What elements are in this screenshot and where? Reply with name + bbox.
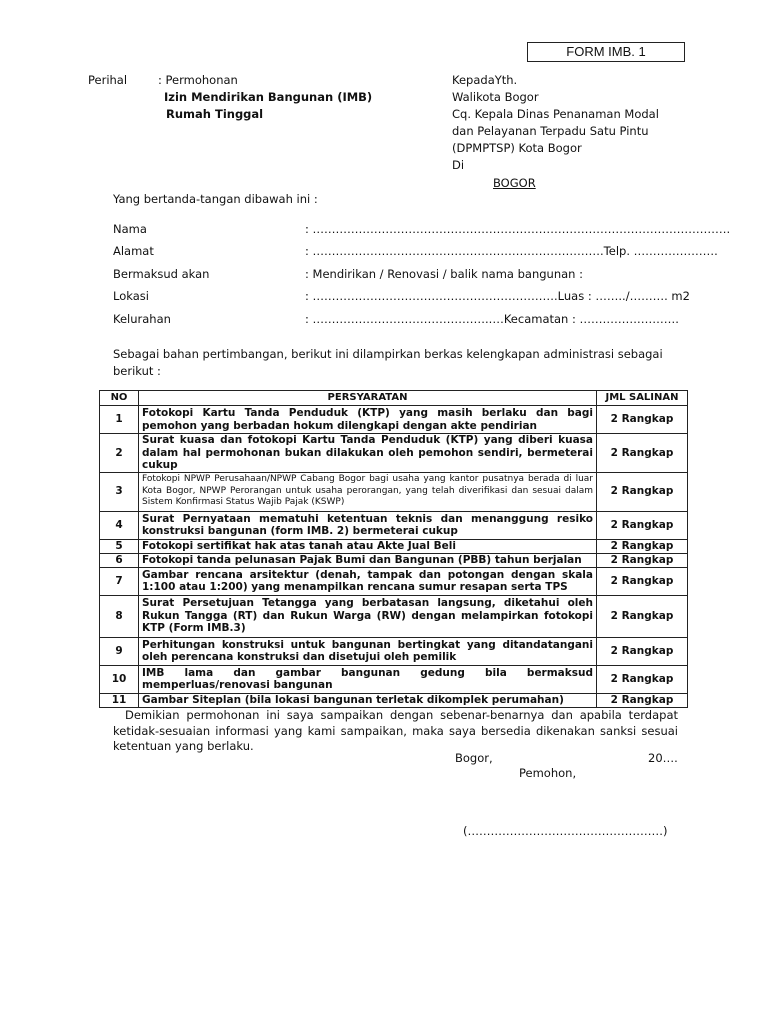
row-number: 3 [100,472,139,511]
row-number: 7 [100,567,139,595]
recipient-line-5: (DPMPTSP) Kota Bogor [452,141,582,155]
table-row [100,693,688,707]
table-row [100,511,688,539]
row-copies: 2 Rangkap [597,511,688,539]
row-requirement: IMB lama dan gambar bangunan gedung bila bermaksud memperluas/renovasi bangunan [139,665,597,693]
signature-name-line: (……………………………………………) [463,824,668,838]
row-copies: 2 Rangkap [597,553,688,567]
table-row [100,665,688,693]
header-copies: JML SALINAN [597,391,688,406]
closing-statement: Demikian permohonan ini saya sampaikan dengan sebenar-benarnya dan apabila terdapat ketidak-sesuaian informasi yang kami sampaikan, maka saya bersedia dikenakan sanksi sesuai ketentuan yang berlaku. [113,708,678,753]
row-requirement: Fotokopi sertifikat hak atas tanah atau Akte Jual Beli [139,539,597,553]
signature-place: Bogor, [455,751,493,765]
row-requirement: Surat Persetujuan Tetangga yang berbatasan langsung, diketahui oleh Rukun Tangga (RT) dan Rukun Warga (RW) dengan melampirkan fotokopi KTP (Form IMB.3) [139,595,597,637]
table-row [100,539,688,553]
table-row [100,434,688,473]
table-row [100,595,688,637]
row-copies: 2 Rangkap [597,539,688,553]
row-requirement: Gambar rencana arsitektur (denah, tampak dan potongan dengan skala 1:100 atau 1:200) yang menampilkan rencana sumur resapan serta TPS [139,567,597,595]
row-requirement: Surat Pernyataan mematuhi ketentuan teknis dan menanggung resiko konstruksi bangunan (form IMB. 2) bermeterai cukup [139,511,597,539]
subject-label: Perihal [88,73,128,87]
row-requirement: Surat kuasa dan fotokopi Kartu Tanda Penduduk (KTP) yang diberi kuasa dalam hal permohonan bukan dilakukan oleh pemohon sendiri, bermeterai cukup [139,434,597,473]
row-requirement: Fotokopi tanda pelunasan Pajak Bumi dan Bangunan (PBB) tahun berjalan [139,553,597,567]
table-row [100,472,688,511]
subject-line-3: Rumah Tinggal [166,107,264,121]
row-number: 2 [100,434,139,473]
field-label: Lokasi [113,289,149,303]
row-copies: 2 Rangkap [597,406,688,434]
table-row [100,553,688,567]
field-value: : ……………………………………………………….Luas : ……../………. m2 [305,289,690,303]
attachment-intro: Sebagai bahan pertimbangan, berikut ini dilampirkan berkas kelengkapan administrasi sebagai berikut : [113,347,663,378]
row-number: 9 [100,637,139,665]
recipient-line-1: KepadaYth. [452,73,518,87]
row-number: 6 [100,553,139,567]
table-row [100,567,688,595]
signature-year: 20…. [648,751,678,765]
table-row [100,406,688,434]
table-header-row [100,391,688,406]
recipient-line-6: Di [452,158,465,172]
row-number: 8 [100,595,139,637]
header-requirement: PERSYARATAN [139,391,597,406]
recipient-city: BOGOR [493,176,536,190]
field-value: : Mendirikan / Renovasi / balik nama bangunan : [305,267,583,281]
row-number: 11 [100,693,139,707]
field-label: Kelurahan [113,312,171,326]
row-copies: 2 Rangkap [597,472,688,511]
row-number: 4 [100,511,139,539]
row-number: 5 [100,539,139,553]
form-code-box: FORM IMB. 1 [527,42,685,62]
row-copies: 2 Rangkap [597,434,688,473]
field-label: Bermaksud akan [113,267,210,281]
recipient-line-2: Walikota Bogor [452,90,539,104]
intro-text: Yang bertanda-tangan dibawah ini : [113,192,318,206]
field-value: : ………………………………………………………………………………………………. [305,222,731,236]
row-number: 1 [100,406,139,434]
row-copies: 2 Rangkap [597,567,688,595]
subject-line-2: Izin Mendirikan Bangunan (IMB) [164,90,373,104]
table-row [100,637,688,665]
field-label: Alamat [113,244,154,258]
row-copies: 2 Rangkap [597,693,688,707]
row-copies: 2 Rangkap [597,595,688,637]
signature-role: Pemohon, [519,766,577,780]
row-requirement: Gambar Siteplan (bila lokasi bangunan terletak dikomplek perumahan) [139,693,597,707]
row-requirement: Fotokopi Kartu Tanda Penduduk (KTP) yang masih berlaku dan bagi pemohon yang berbadan hokum dilengkapi dengan akte pendirian [139,406,597,434]
recipient-line-4: dan Pelayanan Terpadu Satu Pintu [452,124,649,138]
field-value: : ………………………………………………………………….Telp. …………………. [305,244,718,258]
field-label: Nama [113,222,147,236]
subject-line-1: : Permohonan [158,73,238,87]
row-copies: 2 Rangkap [597,665,688,693]
header-no: NO [100,391,139,406]
field-value: : ………………………………………..…Kecamatan : …………….………. [305,312,679,326]
recipient-line-3: Cq. Kepala Dinas Penanaman Modal [452,107,659,121]
row-requirement: Perhitungan konstruksi untuk bangunan bertingkat yang ditandatangani oleh perencana konstruksi dan disetujui oleh pemilik [139,637,597,665]
requirements-table [99,390,688,708]
row-copies: 2 Rangkap [597,637,688,665]
row-number: 10 [100,665,139,693]
row-requirement: Fotokopi NPWP Perusahaan/NPWP Cabang Bogor bagi usaha yang kantor pusatnya berada di luar Kota Bogor, NPWP Perorangan untuk usaha perorangan, yang telah diverifikasi dan sesuai dalam Sistem Konfirmasi Status Wajib Pajak (KSWP) [139,472,597,511]
